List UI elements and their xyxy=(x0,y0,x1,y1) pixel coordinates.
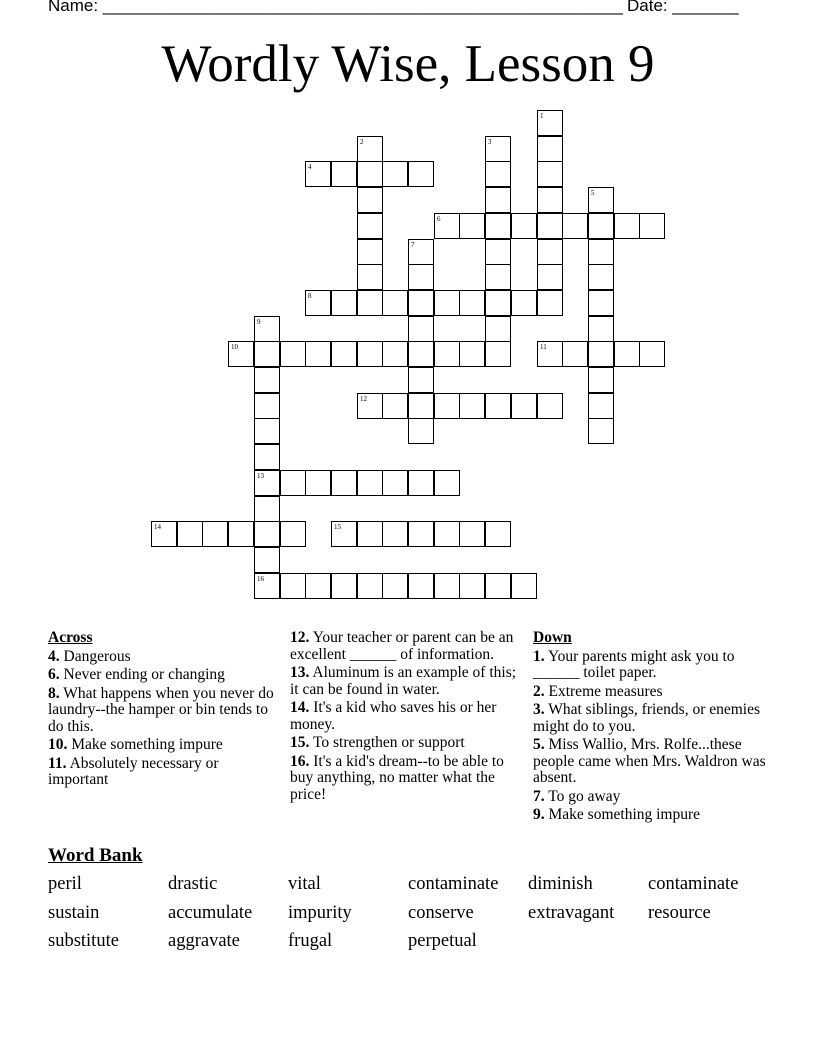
crossword-cell[interactable] xyxy=(639,341,665,367)
crossword-cell[interactable] xyxy=(588,239,614,265)
word-bank-word: drastic xyxy=(168,874,218,894)
crossword-cell[interactable] xyxy=(537,187,563,213)
crossword-cell[interactable] xyxy=(614,213,640,239)
clue-number: 11. xyxy=(48,754,67,772)
crossword-cell[interactable] xyxy=(614,341,640,367)
crossword-cell[interactable] xyxy=(588,187,614,213)
clue-text: Never ending or changing xyxy=(63,666,225,683)
clue-number: 5. xyxy=(533,736,545,753)
crossword-cell[interactable] xyxy=(254,316,280,342)
crossword-cell[interactable] xyxy=(537,290,563,316)
crossword-cell[interactable] xyxy=(485,393,511,419)
clue-down-1 xyxy=(533,649,773,682)
cell-number: 13 xyxy=(257,472,264,480)
crossword-cell[interactable] xyxy=(331,521,357,547)
crossword-cell[interactable] xyxy=(485,136,511,162)
crossword-cell[interactable] xyxy=(357,290,383,316)
crossword-cell[interactable] xyxy=(280,341,306,367)
cell-number: 9 xyxy=(257,318,261,326)
cell-number: 2 xyxy=(360,138,364,146)
crossword-cell[interactable] xyxy=(357,521,383,547)
clue-number: 4. xyxy=(48,647,60,665)
crossword-cell[interactable] xyxy=(434,470,460,496)
crossword-cell[interactable] xyxy=(357,470,383,496)
crossword-cell[interactable] xyxy=(485,573,511,599)
crossword-cell[interactable] xyxy=(305,470,331,496)
crossword-cell[interactable] xyxy=(434,521,460,547)
clue-number: 16. xyxy=(290,752,310,770)
word-bank-word: peril xyxy=(48,874,82,894)
crossword-cell[interactable] xyxy=(434,290,460,316)
clue-text: It's a kid's dream--to be able to buy anything, no matter what the price! xyxy=(290,752,504,803)
crossword-cell[interactable] xyxy=(280,470,306,496)
crossword-cell[interactable] xyxy=(639,213,665,239)
word-bank-word: perpetual xyxy=(408,931,477,951)
crossword-cell[interactable] xyxy=(382,341,408,367)
crossword-cell[interactable] xyxy=(459,290,485,316)
clue-down-7 xyxy=(533,789,773,806)
clue-number: 8. xyxy=(48,684,60,702)
crossword-cell[interactable] xyxy=(331,341,357,367)
crossword-cell[interactable] xyxy=(588,290,614,316)
clue-text: Your teacher or parent can be an excellent ______ of information. xyxy=(290,629,514,663)
crossword-cell[interactable] xyxy=(485,161,511,187)
name-field[interactable]: Name: _______________________________________________________ xyxy=(48,0,623,15)
crossword-cell[interactable] xyxy=(382,470,408,496)
crossword-cell[interactable] xyxy=(331,470,357,496)
crossword-cell[interactable] xyxy=(382,521,408,547)
crossword-cell[interactable] xyxy=(305,161,331,187)
page-title: Wordly Wise, Lesson 9 xyxy=(161,35,655,93)
cell-number: 3 xyxy=(488,138,492,146)
word-bank-word: extravagant xyxy=(528,903,615,923)
word-bank-word: aggravate xyxy=(168,931,240,951)
crossword-cell[interactable] xyxy=(485,341,511,367)
crossword-cell[interactable] xyxy=(357,213,383,239)
clue-number: 6. xyxy=(48,666,60,683)
crossword-cell[interactable] xyxy=(459,341,485,367)
crossword-cell[interactable] xyxy=(254,470,280,496)
across-clues xyxy=(48,630,280,791)
crossword-cell[interactable] xyxy=(485,213,511,239)
cell-number: 5 xyxy=(591,189,595,197)
crossword-cell[interactable] xyxy=(202,521,228,547)
crossword-cell[interactable] xyxy=(459,393,485,419)
word-bank-word: conserve xyxy=(408,903,474,923)
cell-number: 16 xyxy=(257,575,264,583)
crossword-cell[interactable] xyxy=(511,213,537,239)
crossword-cell[interactable] xyxy=(588,367,614,393)
crossword-cell[interactable] xyxy=(459,521,485,547)
crossword-cell[interactable] xyxy=(254,521,280,547)
crossword-cell[interactable] xyxy=(434,573,460,599)
clue-text: To go away xyxy=(548,787,621,805)
crossword-cell[interactable] xyxy=(228,521,254,547)
crossword-cell[interactable] xyxy=(537,264,563,290)
clue-down-9 xyxy=(533,807,773,824)
clue-across-16 xyxy=(290,754,526,804)
clue-text: Absolutely necessary or important xyxy=(48,754,219,788)
crossword-cell[interactable] xyxy=(485,521,511,547)
crossword-cell[interactable] xyxy=(254,418,280,444)
clue-text: Dangerous xyxy=(63,647,131,665)
clue-across-12 xyxy=(290,630,526,663)
clue-text: Make something impure xyxy=(71,736,223,753)
clue-text: What happens when you never do laundry--the hamper or bin tends to do this. xyxy=(48,684,274,735)
crossword-cell[interactable] xyxy=(588,341,614,367)
clue-down-3 xyxy=(533,702,773,735)
crossword-cell[interactable] xyxy=(177,521,203,547)
crossword-cell[interactable] xyxy=(408,521,434,547)
crossword-cell[interactable] xyxy=(408,470,434,496)
crossword-cell[interactable] xyxy=(485,264,511,290)
word-bank-word: substitute xyxy=(48,931,119,951)
crossword-cell[interactable] xyxy=(485,187,511,213)
crossword-cell[interactable] xyxy=(511,573,537,599)
cell-number: 14 xyxy=(154,523,161,531)
crossword-cell[interactable] xyxy=(331,573,357,599)
word-bank-word: vital xyxy=(288,874,321,894)
clue-number: 14. xyxy=(290,699,310,716)
word-bank-word: contaminate xyxy=(648,874,739,894)
clue-number: 15. xyxy=(290,734,310,751)
crossword-cell[interactable] xyxy=(562,213,588,239)
crossword-cell[interactable] xyxy=(254,367,280,393)
clue-number: 2. xyxy=(533,682,545,700)
across-heading: Across xyxy=(48,629,93,646)
crossword-cell[interactable] xyxy=(357,393,383,419)
clue-number: 3. xyxy=(533,701,545,718)
crossword-cell[interactable] xyxy=(331,290,357,316)
crossword-cell[interactable] xyxy=(434,213,460,239)
clue-across-13 xyxy=(290,665,526,698)
cell-number: 11 xyxy=(540,343,547,351)
cell-number: 1 xyxy=(540,112,544,120)
crossword-cell[interactable] xyxy=(537,393,563,419)
across-clues-continued xyxy=(290,630,526,805)
crossword-cell[interactable] xyxy=(588,418,614,444)
clue-number: 7. xyxy=(533,787,545,805)
crossword-cell[interactable] xyxy=(537,136,563,162)
crossword-cell[interactable] xyxy=(408,161,434,187)
clue-text: What siblings, friends, or enemies might do to you. xyxy=(533,701,761,735)
clue-across-10 xyxy=(48,737,280,754)
crossword-cell[interactable] xyxy=(382,573,408,599)
crossword-cell[interactable] xyxy=(408,393,434,419)
crossword-cell[interactable] xyxy=(408,239,434,265)
clue-down-5 xyxy=(533,737,773,787)
crossword-cell[interactable] xyxy=(588,264,614,290)
crossword-cell[interactable] xyxy=(485,316,511,342)
cell-number: 7 xyxy=(411,241,415,249)
crossword-cell[interactable] xyxy=(280,573,306,599)
crossword-cell[interactable] xyxy=(408,316,434,342)
word-bank-word: contaminate xyxy=(408,874,499,894)
crossword-cell[interactable] xyxy=(254,496,280,522)
crossword-cell[interactable] xyxy=(280,521,306,547)
word-bank-word: resource xyxy=(648,903,711,923)
cell-number: 12 xyxy=(360,395,367,403)
crossword-cell[interactable] xyxy=(459,573,485,599)
crossword-cell[interactable] xyxy=(588,213,614,239)
word-bank-word: diminish xyxy=(528,874,593,894)
word-bank-word: frugal xyxy=(288,931,333,951)
clue-across-8 xyxy=(48,686,280,736)
crossword-cell[interactable] xyxy=(382,393,408,419)
crossword-cell[interactable] xyxy=(382,161,408,187)
cell-number: 4 xyxy=(308,163,312,171)
crossword-cell[interactable] xyxy=(408,290,434,316)
crossword-cell[interactable] xyxy=(408,367,434,393)
clue-across-4 xyxy=(48,649,280,666)
crossword-cell[interactable] xyxy=(485,239,511,265)
crossword-cell[interactable] xyxy=(357,187,383,213)
clue-text: Aluminum is an example of this; it can be found in water. xyxy=(290,664,517,698)
crossword-cell[interactable] xyxy=(357,341,383,367)
crossword-cell[interactable] xyxy=(254,393,280,419)
crossword-cell[interactable] xyxy=(254,444,280,470)
crossword-cell[interactable] xyxy=(357,264,383,290)
crossword-cell[interactable] xyxy=(254,573,280,599)
crossword-cell[interactable] xyxy=(511,290,537,316)
clue-text: It's a kid who saves his or her money. xyxy=(290,699,497,733)
crossword-cell[interactable] xyxy=(305,573,331,599)
crossword-cell[interactable] xyxy=(357,161,383,187)
clue-text: To strengthen or support xyxy=(312,734,465,751)
clue-number: 10. xyxy=(48,736,68,753)
word-bank-word: impurity xyxy=(288,903,352,923)
crossword-cell[interactable] xyxy=(537,341,563,367)
crossword-cell[interactable] xyxy=(537,239,563,265)
crossword-cell[interactable] xyxy=(588,316,614,342)
crossword-cell[interactable] xyxy=(485,290,511,316)
cell-number: 10 xyxy=(231,343,238,351)
crossword-cell[interactable] xyxy=(151,521,177,547)
crossword-cell[interactable] xyxy=(459,213,485,239)
crossword-cell[interactable] xyxy=(357,239,383,265)
crossword-cell[interactable] xyxy=(511,393,537,419)
crossword-cell[interactable] xyxy=(434,393,460,419)
crossword-cell[interactable] xyxy=(408,264,434,290)
crossword-cell[interactable] xyxy=(588,393,614,419)
cell-number: 6 xyxy=(437,215,441,223)
crossword-cell[interactable] xyxy=(408,418,434,444)
clue-number: 1. xyxy=(533,647,545,665)
clue-number: 12. xyxy=(290,629,310,646)
crossword-cell[interactable] xyxy=(537,161,563,187)
crossword-cell[interactable] xyxy=(537,213,563,239)
clue-text: Make something impure xyxy=(548,806,701,823)
word-bank-word: sustain xyxy=(48,903,100,923)
date-field[interactable]: Date: _______ xyxy=(627,0,739,15)
cell-number: 8 xyxy=(308,292,312,300)
crossword-cell[interactable] xyxy=(537,110,563,136)
crossword-cell[interactable] xyxy=(331,161,357,187)
clue-across-14 xyxy=(290,700,526,733)
clue-text: Extreme measures xyxy=(548,682,663,700)
crossword-cell[interactable] xyxy=(382,290,408,316)
crossword-cell[interactable] xyxy=(254,547,280,573)
clue-number: 13. xyxy=(290,664,310,681)
clue-number: 9. xyxy=(533,806,545,823)
crossword-cell[interactable] xyxy=(254,341,280,367)
clue-text: Your parents might ask you to ______ toilet paper. xyxy=(533,647,735,681)
crossword-cell[interactable] xyxy=(408,341,434,367)
clue-across-15 xyxy=(290,735,526,752)
crossword-cell[interactable] xyxy=(562,341,588,367)
clue-across-11 xyxy=(48,756,280,789)
word-bank-word: accumulate xyxy=(168,903,253,923)
crossword-cell[interactable] xyxy=(305,290,331,316)
clue-across-6 xyxy=(48,667,280,684)
cell-number: 15 xyxy=(334,523,341,531)
clue-text: Miss Wallio, Mrs. Rolfe...these people came when Mrs. Waldron was absent. xyxy=(533,736,766,786)
crossword-cell[interactable] xyxy=(357,573,383,599)
crossword-cell[interactable] xyxy=(434,341,460,367)
clue-down-2 xyxy=(533,684,773,701)
crossword-cell[interactable] xyxy=(357,136,383,162)
down-heading: Down xyxy=(533,629,572,646)
crossword-cell[interactable] xyxy=(408,573,434,599)
crossword-cell[interactable] xyxy=(305,341,331,367)
crossword-cell[interactable] xyxy=(228,341,254,367)
down-clues xyxy=(533,630,773,826)
word-bank-title: Word Bank xyxy=(48,845,143,866)
